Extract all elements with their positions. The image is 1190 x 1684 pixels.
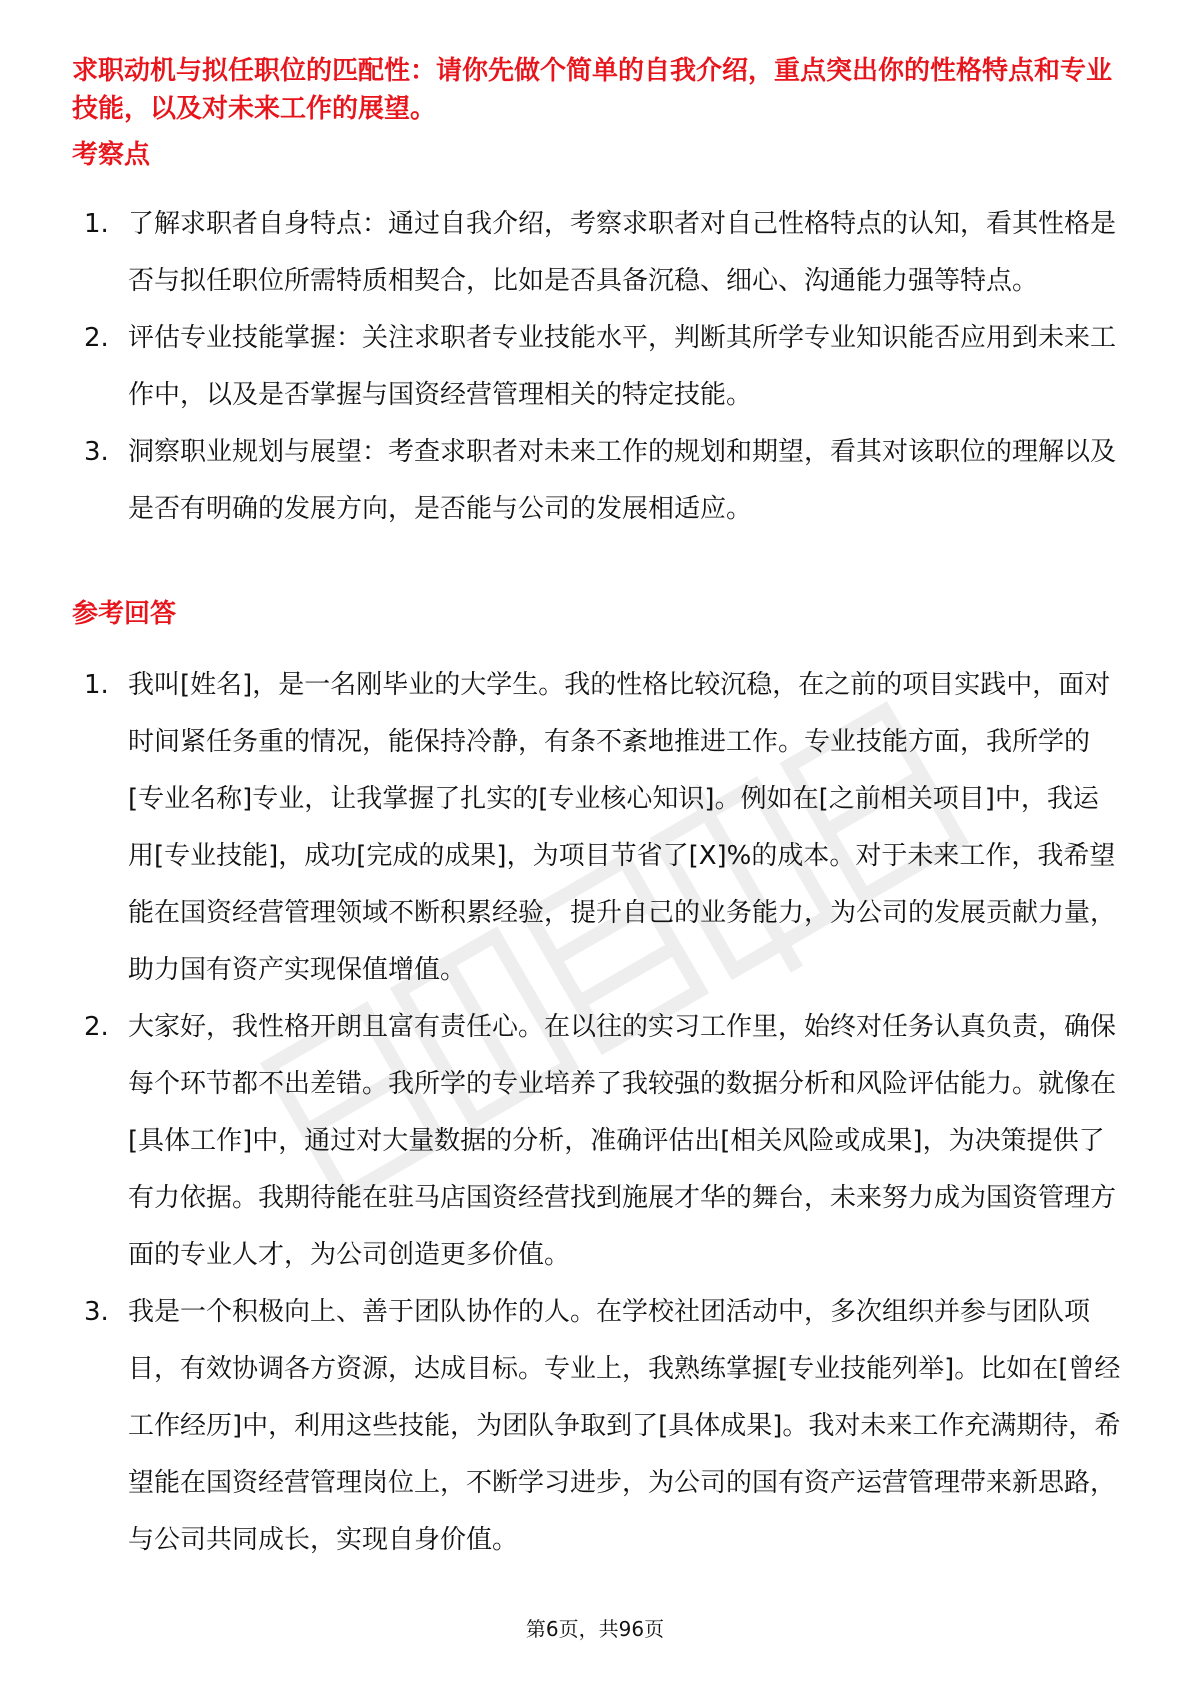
- list-item-number: 1.: [84, 670, 109, 700]
- list-item-text: 了解求职者自身特点：通过自我介绍，考察求职者对自己性格特点的认知，看其性格是否与拟任职位所需特质相契合，比如是否具备沉稳、细心、沟通能力强等特点。: [128, 209, 1117, 296]
- list-item: [72, 310, 1122, 424]
- question-title: 求职动机与拟任职位的匹配性：请你先做个简单的自我介绍，重点突出你的性格特点和专业技能，以及对未来工作的展望。: [72, 56, 1113, 124]
- list-item: [72, 657, 1122, 999]
- reference-list: [72, 657, 1122, 1569]
- list-item-number: 2.: [84, 323, 109, 353]
- list-item-number: 2.: [84, 1012, 109, 1042]
- list-item: [72, 999, 1122, 1284]
- list-item-number: 3.: [84, 437, 109, 467]
- assessment-heading: 考察点: [72, 140, 151, 170]
- list-item-number: 1.: [84, 209, 109, 239]
- list-item-text: 我叫[姓名]，是一名刚毕业的大学生。我的性格比较沉稳，在之前的项目实践中，面对时间紧任务重的情况，能保持冷静，有条不紊地推进工作。专业技能方面，我所学的[专业名称]专业，让我掌握了扎实的[专业核心知识]。例如在[之前相关项目]中，我运用[专业技能]，成功[完成的成果]，为项目节省了[X]%的成本。对于未来工作，我希望能在国资经营管理领域不断积累经验，提升自己的业务能力，为公司的发展贡献力量，助力国有资产实现保值增值。: [128, 670, 1117, 985]
- list-item-text: 我是一个积极向上、善于团队协作的人。在学校社团活动中，多次组织并参与团队项目，有效协调各方资源，达成目标。专业上，我熟练掌握[专业技能列举]。比如在[曾经工作经历]中，利用这些技能，为团队争取到了[具体成果]。我对未来工作充满期待，希望能在国资经营管理岗位上，不断学习进步，为公司的国有资产运营管理带来新思路，与公司共同成长，实现自身价值。: [128, 1297, 1121, 1555]
- reference-heading: 参考回答: [72, 599, 177, 629]
- page-number-footer: 第6页，共96页: [525, 1617, 665, 1641]
- list-item-text: 评估专业技能掌握：关注求职者专业技能水平，判断其所学专业知识能否应用到未来工作中，以及是否掌握与国资经营管理相关的特定技能。: [128, 323, 1117, 410]
- assessment-list: [72, 196, 1122, 538]
- list-item: [72, 1284, 1122, 1569]
- list-item: [72, 424, 1122, 538]
- list-item: [72, 196, 1122, 310]
- list-item-number: 3.: [84, 1297, 109, 1327]
- list-item-text: 大家好，我性格开朗且富有责任心。在以往的实习工作里，始终对任务认真负责，确保每个环节都不出差错。我所学的专业培养了我较强的数据分析和风险评估能力。就像在[具体工作]中，通过对大量数据的分析，准确评估出[相关风险或成果]，为决策提供了有力依据。我期待能在驻马店国资经营找到施展才华的舞台，未来努力成为国资管理方面的专业人才，为公司创造更多价值。: [128, 1012, 1117, 1270]
- list-item-text: 洞察职业规划与展望：考查求职者对未来工作的规划和期望，看其对该职位的理解以及是否有明确的发展方向，是否能与公司的发展相适应。: [128, 437, 1117, 524]
